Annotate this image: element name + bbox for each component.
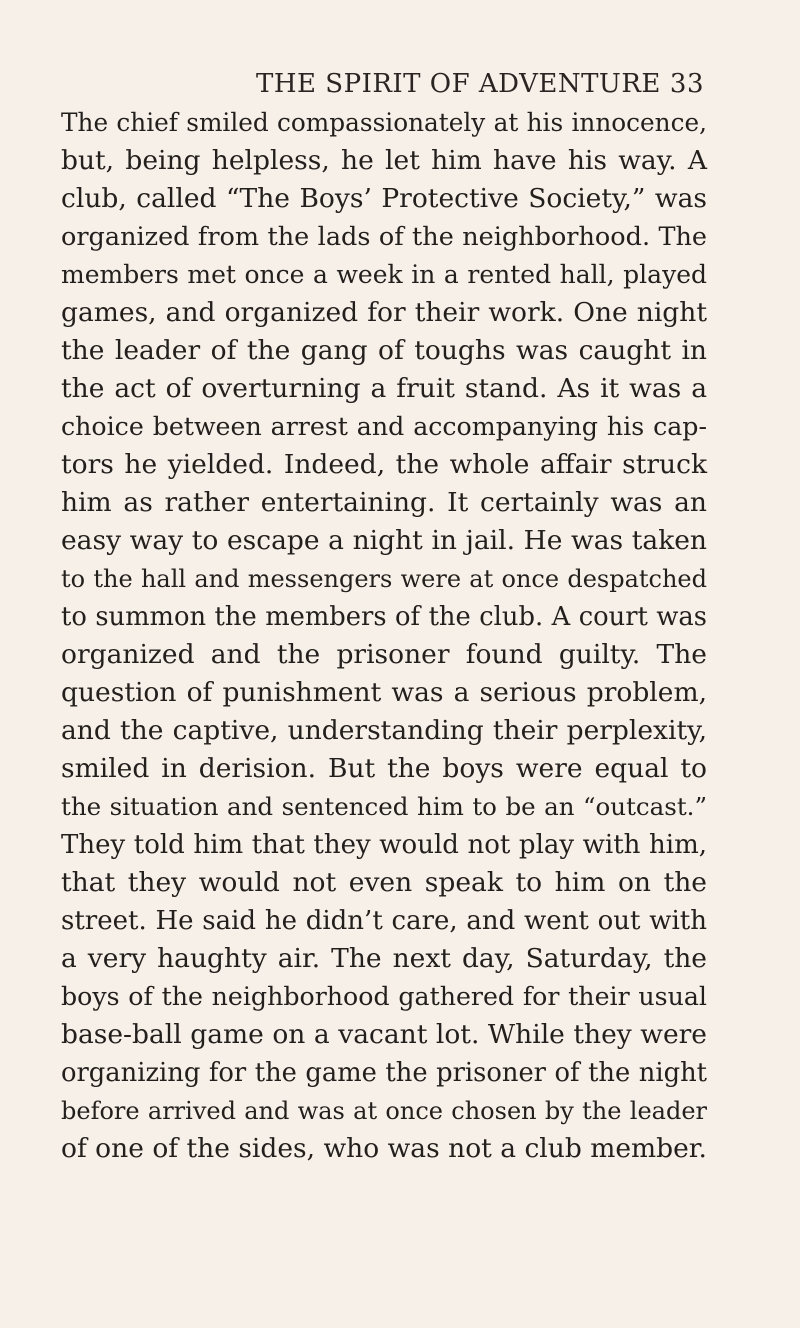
text-line: and the captive, understanding their perplexity,	[61, 715, 707, 746]
text-line: him as rather entertaining. It certainly was an	[61, 487, 707, 518]
text-line-last: of one of the sides, who was not a club member.	[61, 1133, 707, 1164]
text-line: the leader of the gang of toughs was caught in	[61, 335, 707, 366]
page-number: 33	[669, 69, 704, 99]
text-line: street. He said he didn’t care, and went out with	[61, 906, 707, 936]
text-line: that they would not even speak to him on the	[61, 867, 707, 898]
text-line: easy way to escape a night in jail. He was taken	[61, 525, 707, 556]
text-line: organized from the lads of the neighborhood. The	[61, 222, 707, 252]
text-line: choice between arrest and accompanying his cap-	[61, 412, 707, 441]
text-line: to the hall and messengers were at once despatched	[61, 565, 707, 593]
text-line: the situation and sentenced him to be an “outcast.”	[61, 792, 707, 821]
text-line: They told him that they would not play with him,	[61, 830, 707, 860]
text-line: base-ball game on a vacant lot. While they were	[61, 1019, 707, 1050]
text-line: members met once a week in a rented hall, played	[61, 260, 707, 289]
running-head	[256, 64, 704, 104]
text-line: organizing for the game the prisoner of the night	[61, 1058, 707, 1088]
text-line: the act of overturning a fruit stand. As it was a	[61, 373, 707, 404]
text-line: to summon the members of the club. A court was	[61, 602, 707, 632]
text-line: club, called “The Boys’ Protective Society,” was	[61, 183, 707, 214]
text-line: before arrived and was at once chosen by the leader	[61, 1097, 707, 1125]
text-line: question of punishment was a serious problem,	[61, 677, 707, 708]
text-line: a very haughty air. The next day, Saturday, the	[61, 943, 707, 974]
body-text	[61, 104, 707, 1168]
text-line: smiled in derision. But the boys were equal to	[61, 753, 707, 784]
running-head-title: THE SPIRIT OF ADVENTURE	[256, 69, 661, 99]
text-line: tors he yielded. Indeed, the whole affair struck	[61, 449, 707, 480]
text-line: boys of the neighborhood gathered for their usual	[61, 982, 707, 1011]
text-line: but, being helpless, he let him have his way. A	[61, 145, 707, 176]
text-line: organized and the prisoner found guilty. The	[61, 639, 707, 670]
text-line: The chief smiled compassionately at his innocence,	[61, 108, 707, 137]
text-line: games, and organized for their work. One night	[61, 297, 707, 328]
